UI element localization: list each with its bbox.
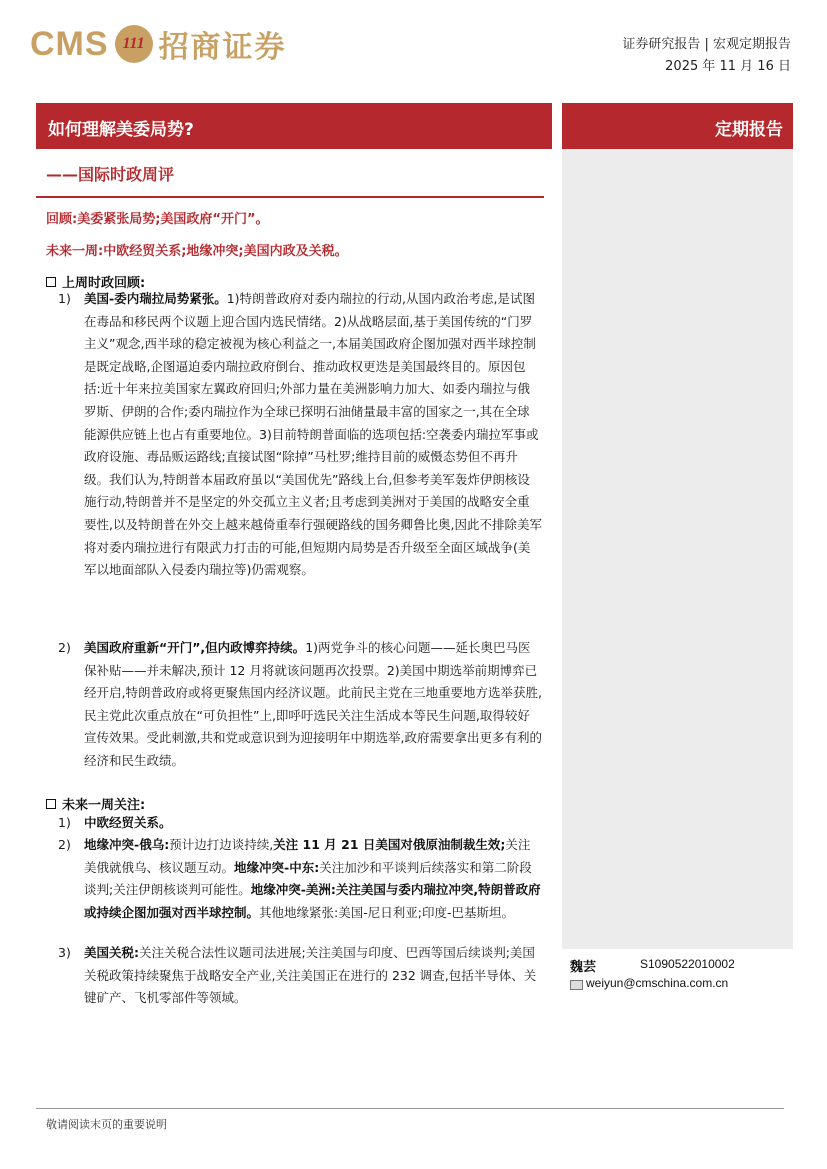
- item-body: [84, 834, 542, 924]
- section-heading-text: 未来一周关注:: [62, 798, 146, 813]
- logo-cn-text: 招商证券: [158, 30, 287, 65]
- report-tag: 定期报告: [715, 120, 783, 140]
- author-license-id: S1090522010002: [640, 957, 735, 971]
- item-text: 1)特朗普政府对委内瑞拉的行动,从国内政治考虑,是试图在毒品和移民两个议题上迎合国内选民情绪。2)从战略层面,基于美国传统的“门罗主义”观念,西半球的稳定被视为核心利益之一,本届美国政府企图加强对西半球控制是既定战略,企图逼迫委内瑞拉政府倒台、推动政权更迭是美国最终目的。原因包括:近十年来拉美国家左翼政府回归;外部力量在美洲影响力加大、如委内瑞拉与俄罗斯、伊朗的合作;委内瑞拉作为全球已探明石油储量最丰富的国家之一,其在全球能源供应链上也占有重要地位。3)目前特朗普面临的选项包括:空袭委内瑞拉军事或政府设施、毒品贩运路线;直接试图“除掉”马杜罗;维持目前的威慑态势但不再升级。我们认为,特朗普本届政府虽以“美国优先”路线上台,但参考美军轰炸伊朗核设施行动,特朗普并不是坚定的外交孤立主义者;且考虑到美洲对于美国的战略安全重要性,以及特朗普在外交上越来越倚重奉行强硬路线的国务卿鲁比奥,因此不排除美军将对委内瑞拉进行有限武力打击的可能,但短期内局势是否升级至全面区域战争(美军以地面部队入侵委内瑞拉等)仍需观察。: [84, 291, 542, 578]
- item-segment: 关注关税合法性议题司法进展;关注美国与印度、巴西等国后续谈判;美国关税政策持续聚焦于战略安全产业,关注美国正在进行的 232 调查,包括半导体、关键矿产、飞机零部件等领域。: [84, 945, 537, 1006]
- title-divider: [36, 196, 544, 198]
- item-number: 2): [58, 837, 71, 852]
- item-lead: 美国政府重新“开门”,但内政博弈持续。: [84, 640, 306, 655]
- item-lead: 美国-委内瑞拉局势紧张。: [84, 291, 227, 306]
- summary-next-week: 未来一周:中欧经贸关系;地缘冲突;美国内政及关税。: [46, 244, 348, 259]
- checkbox-bullet-icon: [46, 277, 56, 287]
- report-type: 证券研究报告 | 宏观定期报告: [622, 37, 791, 52]
- item-segment: 关注加沙和平谈判后续落实和第二阶段谈判;关注伊朗核谈判可能性。: [84, 859, 532, 898]
- item-segment: 其他地缘紧张:美国-尼日利亚;印度-巴基斯坦。: [259, 904, 514, 920]
- report-date: 2025 年 11 月 16 日: [665, 59, 791, 74]
- item-segment: 预计边打边谈持续,: [169, 837, 274, 852]
- item-segment: 地缘冲突-俄乌:: [84, 837, 170, 852]
- report-subtitle: ——国际时政周评: [46, 165, 175, 184]
- section-heading-next-week: [46, 794, 145, 813]
- footer-note: 敬请阅读末页的重要说明: [46, 1118, 167, 1131]
- item-segment: 美国关税:: [84, 945, 139, 960]
- item-number: 2): [58, 640, 71, 655]
- summary-review: 回顾:美委紧张局势;美国政府“开门”。: [46, 212, 269, 227]
- item-body: [84, 637, 542, 773]
- item-segment: 地缘冲突-中东:: [234, 859, 320, 875]
- item-number: 1): [58, 291, 71, 306]
- item-number: 1): [58, 815, 71, 830]
- report-title: 如何理解美委局势?: [48, 120, 194, 140]
- company-logo: [30, 22, 287, 66]
- mail-icon: [570, 980, 583, 990]
- logo-cms-text: CMS: [30, 24, 109, 63]
- logo-mark-icon: 111: [115, 25, 153, 63]
- item-body: [84, 812, 542, 835]
- author-email[interactable]: weiyun@cmschina.com.cn: [586, 976, 729, 990]
- section-heading-text: 上周时政回顾:: [62, 276, 146, 291]
- item-segment: 关注美俄就俄乌、核议题互动。: [84, 837, 531, 875]
- footer-divider: [36, 1108, 784, 1109]
- item-segment: 地缘冲突-美洲:关注美国与委内瑞拉冲突,特朗普政府或持续企图加强对西半球控制。: [84, 882, 541, 920]
- author-name: 魏芸: [570, 960, 597, 975]
- checkbox-bullet-icon: [46, 799, 56, 809]
- item-segment: 中欧经贸关系。: [84, 815, 172, 830]
- side-panel: [562, 149, 793, 949]
- item-text: 1)两党争斗的核心问题——延长奥巴马医保补贴——并未解决,预计 12 月将就该问题再次投票。2)美国中期选举前期博弈已经开启,特朗普政府或将更聚焦国内经济议题。此前民主党在三地重要地方选举获胜,民主党此次重点放在“可负担性”上,即呼吁选民关注生活成本等民生问题,取得较好宣传效果。受此刺激,共和党或意识到为迎接明年中期选举,政府需要拿出更多有利的经济和民生政绩。: [84, 640, 542, 768]
- item-body: [84, 942, 542, 1010]
- item-body: [84, 288, 542, 582]
- item-number: 3): [58, 945, 71, 960]
- item-segment: 关注 11 月 21 日美国对俄原油制裁生效;: [273, 837, 506, 852]
